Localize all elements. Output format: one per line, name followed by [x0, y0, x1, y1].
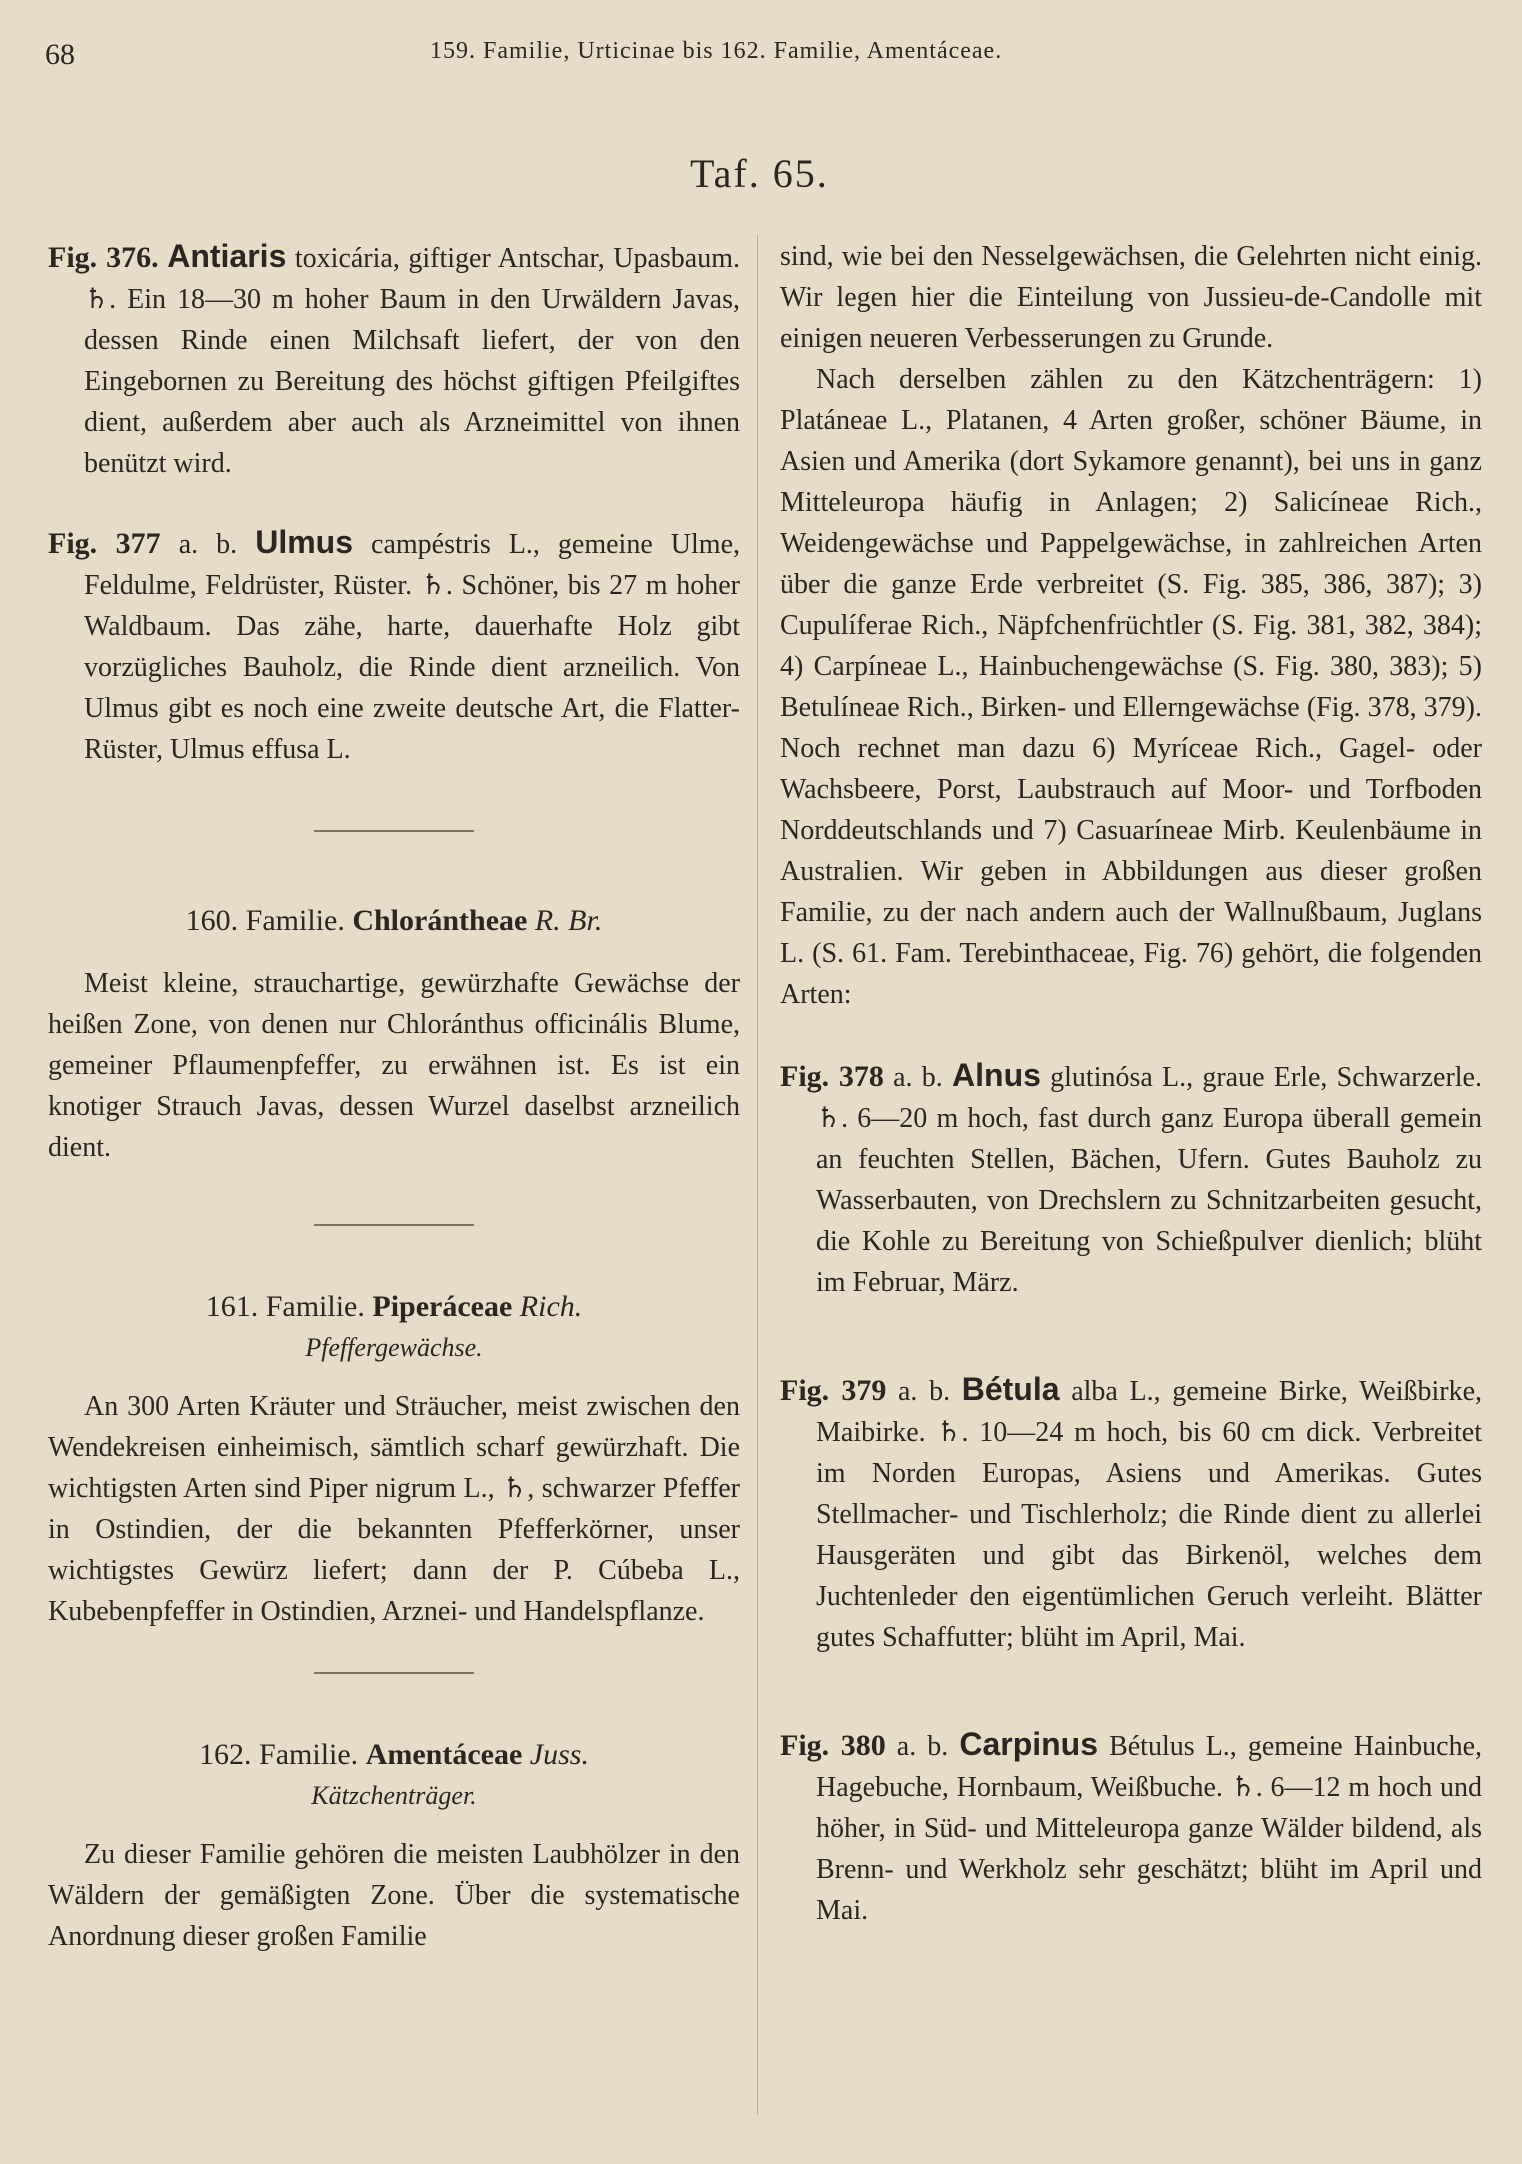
genus-name: Alnus: [952, 1057, 1041, 1093]
entry-text: campéstris L., gemeine Ulme, Feldulme, Feldrüster, Rüster. ♄. Schöner, bis 27 m hoher Waldbaum. Das zähe, harte, dauerhafte Holz gibt vorzügliches Bauholz, die Rinde dient arzneilich. Von Ulmus gibt es noch eine zweite deutsche Art, die Flatter-Rüster, Ulmus effusa L.: [84, 529, 740, 765]
entry-fig-379: [780, 1369, 1482, 1658]
entry-fig-378: [780, 1055, 1482, 1303]
family-name: Amentáceae: [365, 1738, 523, 1771]
continuation-text: sind, wie bei den Nesselgewächsen, die Gelehrten nicht einig. Wir legen hier die Einteilung von Jussieu-de-Candolle mit einigen neueren Verbesserungen zu Grunde.: [780, 241, 1482, 354]
fig-ab: a. b.: [897, 1376, 951, 1407]
fig-label: Fig. 380: [780, 1729, 886, 1762]
family-author: Juss.: [529, 1738, 589, 1771]
family-text-160: Meist kleine, strauchartige, gewürzhafte Gewächse der heißen Zone, von denen nur Chloránthus officinális Blume, gemeiner Pflaumenpfeffer, zu erwähnen ist. Es ist ein knotiger Strauch Javas, dessen Wurzel daselbst arzneilich dient.: [48, 968, 740, 1163]
right-column: [780, 236, 1482, 1931]
genus-name: Antiaris: [167, 238, 287, 274]
entry-text: Bétulus L., gemeine Hainbuche, Hagebuche, Hornbaum, Weißbuche. ♄. 6—12 m hoch und höher, in Süd- und Mitteleuropa ganze Wälder bildend, als Brenn- und Werkholz sehr geschätzt; blüht im April und Mai.: [816, 1731, 1483, 1926]
entry-text: toxicária, giftiger Antschar, Upasbaum. ♄. Ein 18—30 m hoher Baum in den Urwäldern Javas, dessen Rinde einen Milchsaft liefert, der von den Eingebornen zu Bereitung des höchst giftigen Pfeilgiftes dient, außerdem aber auch als Arzneimittel von ihnen benützt wird.: [84, 243, 740, 479]
entry-fig-376: [48, 236, 740, 484]
fig-ab: a. b.: [896, 1731, 949, 1762]
classification-text: Nach derselben zählen zu den Kätzchenträgern: 1) Platáneae L., Platanen, 4 Arten großer, schöner Bäume, in Asien und Amerika (dort Sykamore genannt), bei uns in ganz Mitteleuropa häufig in Anlagen; 2) Salicíneae Rich., Weidengewächse und Pappelgewächse, in zahlreichen Arten über die ganze Erde verbreitet (S. Fig. 385, 386, 387); 3) Cupulíferae Rich., Näpfchenfrüchtler (S. Fig. 381, 382, 384); 4) Carpíneae L., Hainbuchengewächse (S. Fig. 380, 383); 5) Betulíneae Rich., Birken- und Ellerngewächse (Fig. 378, 379). Noch rechnet man dazu 6) Myríceae Rich., Gagel- oder Wachsbeere, Porst, Laubstrauch auf Moor- und Torfboden Norddeutschlands und 7) Casuaríneae Mirb. Keulenbäume in Australien. Wir geben in Abbildungen aus dieser großen Familie, zu der nach andern auch der Wallnußbaum, Juglans L. (S. 61. Fam. Terebinthaceae, Fig. 76) gehört, die folgenden Arten:: [780, 364, 1482, 1010]
plate-title: Taf. 65.: [690, 151, 829, 196]
family-text-162: Zu dieser Familie gehören die meisten Laubhölzer in den Wäldern der gemäßigten Zone. Über die systematische Anordnung dieser großen Familie: [48, 1839, 740, 1952]
family-author: R. Br.: [534, 904, 603, 937]
family-subtitle: Pfeffergewächse.: [305, 1333, 483, 1362]
fig-label: Fig. 379: [780, 1374, 887, 1407]
genus-name: Ulmus: [255, 524, 353, 560]
fig-label: Fig. 378: [780, 1060, 884, 1093]
section-divider: [314, 1224, 474, 1226]
running-title: 159. Familie, Urticinae bis 162. Familie, Amentáceae.: [430, 38, 1003, 64]
family-author: Rich.: [519, 1290, 583, 1323]
running-header: [0, 38, 1522, 78]
family-number: 162. Familie.: [199, 1738, 359, 1771]
entry-text: glutinósa L., graue Erle, Schwarzerle. ♄. 6—20 m hoch, fast durch ganz Europa überall gemein an feuchten Stellen, Bächen, Ufern. Gutes Bauholz zu Wasserbauten, von Drechslern zu Schnitzarbeiten gesucht, die Kohle zu Bereitung von Schießpulver dienlich; blüht im Februar, März.: [816, 1062, 1482, 1298]
family-text-161: An 300 Arten Kräuter und Sträucher, meist zwischen den Wendekreisen einheimisch, sämtlich scharf gewürzhaft. Die wichtigsten Arten sind Piper nigrum L., ♄, schwarzer Pfeffer in Ostindien, der die bekannten Pfefferkörner, unser wichtigstes Gewürz liefert; dann der P. Cúbeba L., Kubebenpfeffer in Ostindien, Arznei- und Handelspflanze.: [48, 1391, 740, 1627]
fig-label: Fig. 377: [48, 527, 161, 560]
genus-name: Bétula: [961, 1371, 1060, 1407]
genus-name: Carpinus: [959, 1726, 1099, 1762]
family-name: Chlorántheae: [352, 904, 528, 937]
family-number: 161. Familie.: [205, 1290, 365, 1323]
page-number: 68: [45, 38, 75, 71]
family-heading-161: [48, 1286, 740, 1327]
section-divider: [314, 830, 474, 832]
family-name: Piperáceae: [372, 1290, 513, 1323]
left-column: [48, 236, 740, 1957]
entry-fig-377: [48, 522, 740, 770]
fig-ab: a. b.: [893, 1062, 943, 1093]
family-number: 160. Familie.: [185, 904, 345, 937]
fig-label: Fig. 376.: [48, 241, 159, 274]
column-divider: [757, 235, 758, 2115]
family-subtitle: Kätzchenträger.: [311, 1781, 477, 1810]
fig-ab: a. b.: [178, 529, 238, 560]
entry-text: alba L., gemeine Birke, Weißbirke, Maibirke. ♄. 10—24 m hoch, bis 60 cm dick. Verbreitet im Norden Europas, Asiens und Amerikas. Gutes Stellmacher- und Tischlerholz; die Rinde dient zu allerlei Hausgeräten und gibt das Birkenöl, welches dem Juchtenleder den eigentümlichen Geruch verleiht. Blätter gutes Schaffutter; blüht im April, Mai.: [816, 1376, 1483, 1653]
family-heading-160: [48, 900, 740, 941]
entry-fig-380: [780, 1724, 1482, 1931]
family-heading-162: [48, 1734, 740, 1775]
section-divider: [314, 1672, 474, 1674]
